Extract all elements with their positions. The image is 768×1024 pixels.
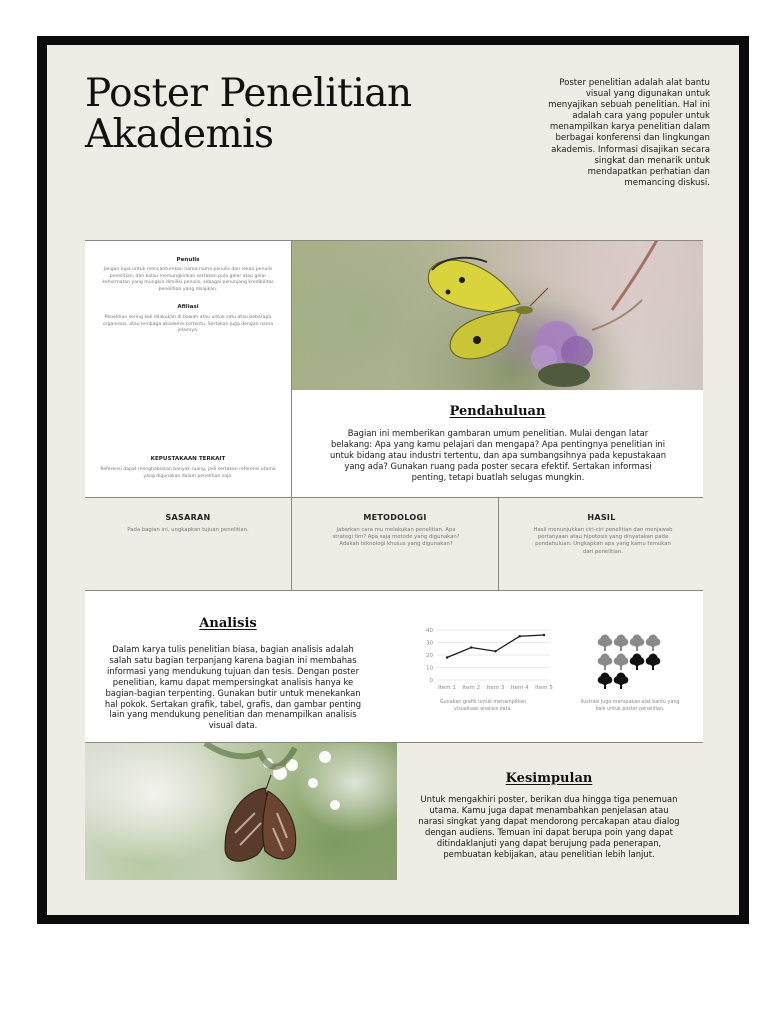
butterfly-yellow-illustration xyxy=(292,240,703,390)
tree-icon xyxy=(614,635,629,652)
divider-mid xyxy=(85,497,703,498)
chart-data-point xyxy=(519,635,521,637)
afiliasi-text: Penelitian sering kali dilakukan di bawah atau untuk satu atau beberapa organisasi, atau lembaga akademis tertentu. Sertakan juga dengan nama jelasnya. xyxy=(102,315,274,334)
tree-icon xyxy=(630,635,645,652)
purple-flower xyxy=(531,321,593,387)
x-tick-label: Item 4 xyxy=(510,685,529,691)
kepustakaan-text: Referensi dapat menghabiskan banyak ruang, jadi sertakan referensi utama yang digunakan dalam penelitian saja. xyxy=(100,467,276,479)
tree-icon xyxy=(646,654,661,671)
butterfly-yellow xyxy=(428,258,548,359)
tree-illustration xyxy=(595,632,665,692)
butterfly-photo-brown xyxy=(85,743,397,880)
chart-data-point xyxy=(494,650,496,652)
chart-data-point xyxy=(543,634,545,636)
tree-icon xyxy=(598,635,613,652)
hasil-heading: HASIL xyxy=(587,513,616,522)
poster-title xyxy=(85,73,485,155)
chart-caption: Gunakan grafik untuk menampilkan visualisasi analisis data. xyxy=(439,700,527,712)
pendahuluan-heading: Pendahuluan xyxy=(449,404,546,419)
tree-icon xyxy=(614,654,629,671)
penulis-heading: Penulis xyxy=(176,257,200,263)
butterfly-brown xyxy=(225,775,296,861)
divider-left-photo xyxy=(291,240,292,590)
y-tick-label: 30 xyxy=(426,640,433,647)
divider-metode-hasil xyxy=(498,497,499,590)
penulis-text: Jangan lupa untuk mencantumkan nama-nama penulis dan rekan penulis penelitian, dan kalau memungkinkan sertakan pula gelar atau gelar kehormatan yang mungkin dimiliki penulis, sebagai penunjang kredibilitas penelitian yang disajikan. xyxy=(102,267,274,292)
author-panel xyxy=(85,240,291,497)
analisis-text: Dalam karya tulis penelitian biasa, bagian analisis adalah salah satu bagian terpanjang karena bagian ini membahas informasi yang mendukung tujuan dan tesis. Dengan poster penelitian, kamu dapat mempersingkat analisis hanya ke bagian-bagian terpenting. Gunakan butir untuk menekankan hal pokok. Sertakan grafik, tabel, grafis, dan gambar penting lain yang mendukung penelitian dan menampilkan analisis visual data. xyxy=(104,644,362,731)
analisis-panel xyxy=(85,591,703,742)
metodologi-text: Jabarkan cara mu melakukan penelitian. Apa strategi tim? Apa saja metode yang digunakan? Adakah teknologi khusus yang digunakan? xyxy=(332,527,460,548)
x-tick-label: Item 1 xyxy=(438,685,456,691)
poster xyxy=(47,45,739,915)
trees-caption: Ilustrasi juga merupakan alat bantu yang baik untuk poster penelitian. xyxy=(580,700,680,712)
x-tick-label: Item 5 xyxy=(535,685,553,691)
divider-top xyxy=(85,240,703,241)
tree-icon xyxy=(598,673,613,690)
x-tick-label: Item 3 xyxy=(486,685,505,691)
y-tick-label: 0 xyxy=(429,678,433,684)
hasil-text: Hasil menunjukkan ciri-ciri penelitian dan menjawab pertanyaan atau hipotesis yang dinyatakan pada pendahuluan. Ungkapkan apa yang kamu temukan dari penelitian. xyxy=(533,527,673,555)
afiliasi-heading: Afiliasi xyxy=(177,304,199,310)
pendahuluan-text: Bagian ini memberikan gambaran umum penelitian. Mulai dengan latar belakang: Apa yang kamu pelajari dan mengapa? Apa pentingnya penelitian ini untuk bidang atau industri tertentu, dan apa sumbangsihnya pada kepustakaan yang ada? Gunakan ruang pada poster secara efektif. Sertakan informasi penting, tetapi buatlah selugas mungkin. xyxy=(329,428,667,482)
metodologi-heading: METODOLOGI xyxy=(363,513,427,522)
title-line-2: Akademis xyxy=(85,112,274,157)
analisis-heading: Analisis xyxy=(199,616,257,631)
butterfly-photo-yellow xyxy=(292,240,703,390)
sasaran-text: Pada bagian ini, ungkapkan tujuan penelitian. xyxy=(127,527,249,533)
tree-icon xyxy=(646,635,661,652)
butterfly-brown-illustration xyxy=(85,743,397,880)
intro-text: Poster penelitian adalah alat bantu visual yang digunakan untuk menyajikan sebuah penelitian. Hal ini adalah cara yang populer untuk menampilkan karya penelitian dalam berbagai konferensi dan lingkungan akademis. Informasi disajikan secara singkat dan menarik untuk mendapatkan perhatian dan memancing diskusi. xyxy=(548,78,710,188)
chart-data-point xyxy=(470,646,472,648)
y-tick-label: 20 xyxy=(426,653,433,659)
kepustakaan-heading: KEPUSTAKAAN TERKAIT xyxy=(150,456,226,462)
tree-icon xyxy=(598,654,613,671)
y-tick-label: 10 xyxy=(426,665,433,672)
chart-series-line xyxy=(447,635,544,658)
kesimpulan-heading: Kesimpulan xyxy=(505,771,593,786)
chart-data-point xyxy=(446,656,448,658)
sasaran-heading: SASARAN xyxy=(165,513,211,522)
y-tick-label: 40 xyxy=(426,628,433,634)
title-line-1: Poster Penelitian xyxy=(85,71,412,116)
x-tick-label: Item 2 xyxy=(462,685,481,691)
pendahuluan-panel xyxy=(292,390,703,497)
analisis-line-chart xyxy=(405,625,555,695)
tree-icon xyxy=(614,673,629,690)
tree-icon xyxy=(630,654,645,671)
kesimpulan-text: Untuk mengakhiri poster, berikan dua hingga tiga penemuan utama. Kamu juga dapat menambahkan penjelasan atau narasi singkat yang dapat mendorong percakapan atau dialog dengan audiens. Temuan ini dapat berupa poin yang dapat ditindaklanjuti yang dapat berujung pada penerapan, pembuatan kebijakan, atau penelitian lebih lanjut. xyxy=(418,794,680,859)
